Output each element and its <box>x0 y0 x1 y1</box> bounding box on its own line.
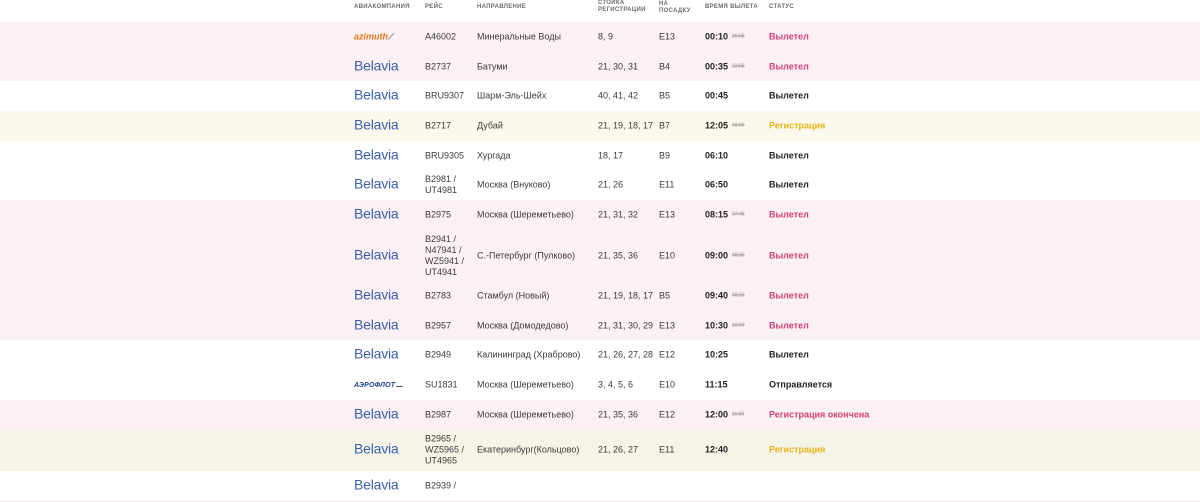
flight-row[interactable] <box>0 400 1200 430</box>
destination: Екатеринбург(Кольцово) <box>477 444 580 455</box>
gate: E13 <box>659 31 676 42</box>
flight-row[interactable] <box>0 230 1200 282</box>
airline-cell <box>354 440 424 457</box>
airline-cell <box>354 286 424 303</box>
airline-cell <box>354 246 424 262</box>
flight-number: SU1831 <box>425 379 458 390</box>
destination: Хургада <box>477 150 511 160</box>
flight-row[interactable] <box>0 170 1200 201</box>
gate: B7 <box>659 120 671 131</box>
header-gate-line3: ПОСАДКУ <box>659 8 691 14</box>
aeroflot-logo-icon: АЭРОФЛОТ <box>354 382 396 389</box>
checkin-counters: 21, 19, 18, 17 <box>598 120 654 131</box>
departure-time-cell <box>705 31 769 42</box>
departure-time-cell <box>705 445 769 456</box>
destination: Москва (Шереметьево) <box>477 379 574 390</box>
flight-status: Вылетел <box>769 250 809 260</box>
departure-time: 12:00 <box>705 408 729 419</box>
flight-row[interactable] <box>0 281 1200 312</box>
airline-cell <box>354 86 424 103</box>
flight-status: Вылетел <box>769 320 809 330</box>
departure-time: 10:30 <box>705 319 729 330</box>
flight-row[interactable] <box>0 141 1200 171</box>
header-destination: НАПРАВЛЕНИЕ <box>477 4 527 10</box>
table-header <box>0 0 1200 22</box>
scheduled-time-old: 08:30 <box>732 252 745 259</box>
flight-number: B2783 <box>425 290 452 301</box>
header-time: ВРЕМЯ ВЫЛЕТА <box>705 4 758 10</box>
departure-time: 00:35 <box>705 60 729 71</box>
belavia-logo-icon: Belavia <box>354 116 399 133</box>
belavia-logo-icon: Belavia <box>354 57 399 73</box>
checkin-counters: 21, 35, 36 <box>598 409 639 419</box>
destination: Минеральные Воды <box>477 31 561 42</box>
departure-time: 11:15 <box>705 379 728 390</box>
departure-time: 12:40 <box>705 444 729 455</box>
departure-time: 09:00 <box>705 249 729 260</box>
header-status: СТАТУС <box>769 4 795 10</box>
airline-cell <box>354 345 424 362</box>
scheduled-time-old: 20:05 <box>732 33 745 40</box>
scheduled-time-old: 03:05 <box>732 122 745 129</box>
checkin-counters: 21, 30, 31 <box>598 61 639 71</box>
flight-status: Регистрация окончена <box>769 409 870 419</box>
destination: Москва (Шереметьево) <box>477 409 574 419</box>
flight-number: B2949 <box>425 349 452 360</box>
destination: Стамбул (Новый) <box>477 290 550 301</box>
scheduled-time-old: 10:00 <box>732 322 745 329</box>
departure-time: 10:25 <box>705 349 729 360</box>
belavia-logo-icon: Belavia <box>354 476 399 493</box>
flight-number: BRU9307 <box>425 90 465 101</box>
gate: B5 <box>659 90 671 101</box>
gate: E12 <box>659 349 676 360</box>
flight-number: B2981 / UT4981 <box>425 174 458 195</box>
airline-cell <box>354 476 424 493</box>
departure-time: 09:40 <box>705 290 729 301</box>
destination: С.-Петербург (Пулково) <box>477 250 576 260</box>
flight-number: B2975 <box>425 209 452 220</box>
flight-row[interactable] <box>0 370 1200 401</box>
gate: E13 <box>659 209 676 220</box>
belavia-logo-icon: Belavia <box>354 146 399 162</box>
flight-row[interactable] <box>0 471 1200 502</box>
belavia-logo-icon: Belavia <box>354 345 399 362</box>
flight-status: Вылетел <box>769 349 809 360</box>
flight-number: B2987 <box>425 409 452 419</box>
flight-row[interactable] <box>0 429 1200 472</box>
departure-time-cell <box>705 150 769 161</box>
checkin-counters: 18, 17 <box>598 150 624 160</box>
flight-number: B2717 <box>425 120 452 131</box>
departure-time-cell <box>705 350 769 361</box>
gate: E13 <box>659 320 676 330</box>
gate: B5 <box>659 290 671 301</box>
departure-time-cell <box>705 209 769 220</box>
flight-status: Вылетел <box>769 31 809 42</box>
checkin-counters: 21, 26, 27 <box>598 444 639 455</box>
belavia-logo-icon: Belavia <box>354 175 399 192</box>
departure-time-cell <box>705 180 769 191</box>
checkin-counters: 8, 9 <box>598 31 614 42</box>
header-airline: АВИАКОМПАНИЯ <box>354 4 410 10</box>
flight-number: B2737 <box>425 61 452 71</box>
airline-cell <box>354 316 424 332</box>
destination: Дубай <box>477 120 503 131</box>
departure-time-cell <box>705 320 769 331</box>
gate: E12 <box>659 409 676 419</box>
destination: Москва (Шереметьево) <box>477 209 574 220</box>
airline-cell <box>354 379 424 391</box>
flight-row[interactable] <box>0 22 1200 53</box>
azimuth-logo-icon: azimuth <box>354 31 389 42</box>
flight-status: Вылетел <box>769 290 809 301</box>
gate: E10 <box>659 250 676 260</box>
flight-row[interactable] <box>0 111 1200 142</box>
flight-status: Вылетел <box>769 61 809 71</box>
flight-status: Вылетел <box>769 90 809 101</box>
header-flight: РЕЙС <box>425 4 443 10</box>
checkin-counters: 21, 31, 32 <box>598 209 639 220</box>
gate: E11 <box>659 179 675 190</box>
aeroflot-wing-icon: ⚊ <box>395 379 404 389</box>
destination: Москва (Домодедово) <box>477 320 569 330</box>
belavia-logo-icon: Belavia <box>354 86 399 103</box>
belavia-logo-icon: Belavia <box>354 246 399 262</box>
checkin-counters: 21, 26 <box>598 179 624 190</box>
scheduled-time-old: 23:05 <box>732 63 745 70</box>
airline-cell <box>354 32 424 43</box>
departure-time: 06:10 <box>705 150 729 160</box>
flight-number: A46002 <box>425 31 457 42</box>
flight-status: Регистрация <box>769 120 826 131</box>
scheduled-time-old: 11:30 <box>732 411 745 418</box>
flight-status: Вылетел <box>769 179 809 190</box>
gate: B9 <box>659 150 671 160</box>
header-counter-line2: РЕГИСТРАЦИИ <box>598 7 646 13</box>
flight-number: BRU9305 <box>425 150 465 160</box>
belavia-logo-icon: Belavia <box>354 286 399 303</box>
header-gate <box>659 0 691 15</box>
belavia-logo-icon: Belavia <box>354 405 399 421</box>
flight-number: B2939 / <box>425 480 457 491</box>
flight-number: B2941 / N47941 / WZ5941 / UT4941 <box>425 233 465 277</box>
belavia-logo-icon: Belavia <box>354 440 399 457</box>
header-counter <box>598 0 646 14</box>
belavia-logo-icon: Belavia <box>354 316 399 332</box>
belavia-logo-icon: Belavia <box>354 205 399 222</box>
flight-status: Вылетел <box>769 150 809 160</box>
header-counter-line1: СТОЙКА <box>598 0 625 6</box>
scheduled-time-old: 09:10 <box>732 292 745 299</box>
airline-cell <box>354 405 424 421</box>
airline-cell <box>354 175 424 192</box>
scheduled-time-old: 07:45 <box>732 211 745 218</box>
gate: E10 <box>659 379 676 390</box>
departure-time-cell <box>705 290 769 301</box>
airline-cell <box>354 57 424 73</box>
departure-time-cell <box>705 409 769 420</box>
flight-row[interactable] <box>0 340 1200 371</box>
checkin-counters: 21, 26, 27, 28 <box>598 349 654 360</box>
airline-cell <box>354 205 424 222</box>
header-gate-line2: НА <box>659 1 669 7</box>
departure-time-cell <box>705 91 769 102</box>
flight-row[interactable] <box>0 81 1200 112</box>
departure-time: 06:50 <box>705 179 729 190</box>
departure-time: 00:10 <box>705 31 729 42</box>
checkin-counters: 40, 41, 42 <box>598 90 639 101</box>
flight-number: B2965 / WZ5965 / UT4965 <box>425 433 465 466</box>
flight-number: B2957 <box>425 320 452 330</box>
departure-time-cell <box>705 120 769 131</box>
airline-cell <box>354 116 424 133</box>
airline-cell <box>354 146 424 162</box>
departure-time: 00:45 <box>705 90 729 101</box>
azimuth-wing-icon: ⟋ <box>388 31 395 42</box>
gate: E11 <box>659 444 675 455</box>
checkin-counters: 21, 19, 18, 17 <box>598 290 654 301</box>
destination: Калининград (Храброво) <box>477 349 581 360</box>
gate: B4 <box>659 61 671 71</box>
flight-status: Отправляется <box>769 379 833 390</box>
checkin-counters: 3, 4, 5, 6 <box>598 379 634 390</box>
flight-status: Регистрация <box>769 444 826 455</box>
flight-row[interactable] <box>0 52 1200 82</box>
checkin-counters: 21, 35, 36 <box>598 250 639 260</box>
departure-time-cell <box>705 250 769 261</box>
destination: Шарм-Эль-Шейх <box>477 90 547 101</box>
destination: Батуми <box>477 61 508 71</box>
destination: Москва (Внуково) <box>477 179 551 190</box>
departure-time: 12:05 <box>705 120 729 131</box>
departure-time-cell <box>705 61 769 72</box>
flight-row[interactable] <box>0 311 1200 341</box>
checkin-counters: 21, 31, 30, 29 <box>598 320 654 330</box>
flight-row[interactable] <box>0 200 1200 231</box>
departure-time-cell <box>705 380 769 391</box>
flight-status: Вылетел <box>769 209 809 220</box>
departure-time: 08:15 <box>705 209 729 220</box>
